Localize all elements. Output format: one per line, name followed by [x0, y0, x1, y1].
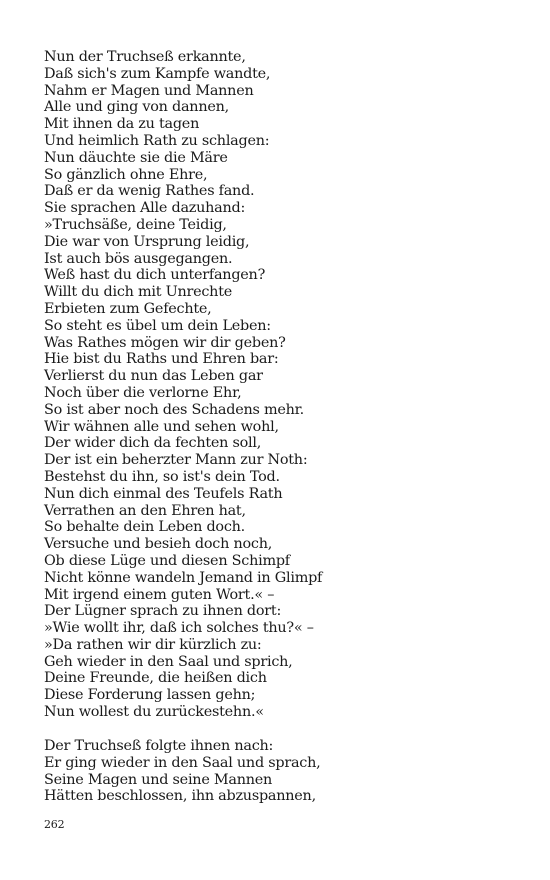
verse-line: Weß hast du dich unterfangen?: [44, 267, 266, 284]
verse-line: Der ist ein beherzter Mann zur Noth:: [44, 452, 308, 469]
verse-line: Hie bist du Raths und Ehren bar:: [44, 351, 279, 368]
verse-line: Mit irgend einem guten Wort.« –: [44, 586, 275, 603]
verse-line: Was Rathes mögen wir dir geben?: [44, 334, 286, 351]
verse-line: Seine Magen und seine Mannen: [44, 771, 273, 788]
verse-line: Nun wollest du zurückestehn.«: [44, 704, 264, 721]
verse-line: Nun däuchte sie die Märe: [44, 149, 228, 166]
verse-line: So steht es übel um dein Leben:: [44, 317, 271, 334]
verse-line: Deine Freunde, die heißen dich: [44, 670, 267, 687]
verse-line: Verrathen an den Ehren hat,: [44, 502, 246, 519]
verse-line: So gänzlich ohne Ehre,: [44, 166, 208, 183]
verse-line: Willt du dich mit Unrechte: [44, 284, 232, 301]
verse-line: Er ging wieder in den Saal und sprach,: [44, 754, 321, 771]
verse-line: Daß er da wenig Rathes fand.: [44, 183, 255, 200]
verse-line: »Da rathen wir dir kürzlich zu:: [44, 636, 262, 653]
verse-line: Wir wähnen alle und sehen wohl,: [44, 418, 279, 435]
verse-line: Ob diese Lüge und diesen Schimpf: [44, 552, 290, 569]
poem-stanza: [44, 49, 322, 721]
verse-line: Erbieten zum Gefechte,: [44, 300, 212, 317]
verse-line: »Truchsäße, deine Teidig,: [44, 216, 227, 233]
verse-line: So ist aber noch des Schadens mehr.: [44, 401, 304, 418]
verse-line: Geh wieder in den Saal und sprich,: [44, 653, 293, 670]
poem-stanza: [44, 738, 320, 805]
verse-line: Diese Forderung lassen gehn;: [44, 687, 256, 704]
verse-line: Bestehst du ihn, so ist's dein Tod.: [44, 468, 280, 485]
verse-line: Der Truchseß folgte ihnen nach:: [44, 738, 274, 754]
verse-line: Daß sich's zum Kampfe wandte,: [44, 65, 271, 82]
verse-line: Versuche und besieh doch noch,: [44, 536, 273, 553]
verse-line: Nicht könne wandeln Jemand in Glimpf: [44, 569, 323, 586]
verse-line: Noch über die verlorne Ehr,: [44, 384, 242, 401]
verse-line: Nun dich einmal des Teufels Rath: [44, 485, 283, 502]
verse-line: Und heimlich Rath zu schlagen:: [44, 132, 270, 149]
verse-line: »Wie wollt ihr, daß ich solches thu?« –: [44, 620, 314, 637]
verse-line: Ist auch bös ausgegangen.: [44, 250, 233, 267]
verse-line: Der wider dich da fechten soll,: [44, 435, 262, 452]
verse-line: Verlierst du nun das Leben gar: [44, 368, 263, 385]
verse-line: Nahm er Magen und Mannen: [44, 82, 254, 99]
verse-line: Nun der Truchseß erkannte,: [44, 49, 246, 65]
verse-line: Der Lügner sprach zu ihnen dort:: [44, 603, 282, 620]
verse-line: Alle und ging von dannen,: [44, 99, 229, 116]
verse-line: Die war von Ursprung leidig,: [44, 233, 250, 250]
verse-line: Sie sprachen Alle dazuhand:: [44, 200, 246, 217]
verse-line: Hätten beschlossen, ihn abzuspannen,: [44, 788, 316, 805]
page-number: 262: [44, 818, 65, 831]
verse-line: So behalte dein Leben doch.: [44, 519, 245, 536]
verse-line: Mit ihnen da zu tagen: [44, 116, 200, 133]
